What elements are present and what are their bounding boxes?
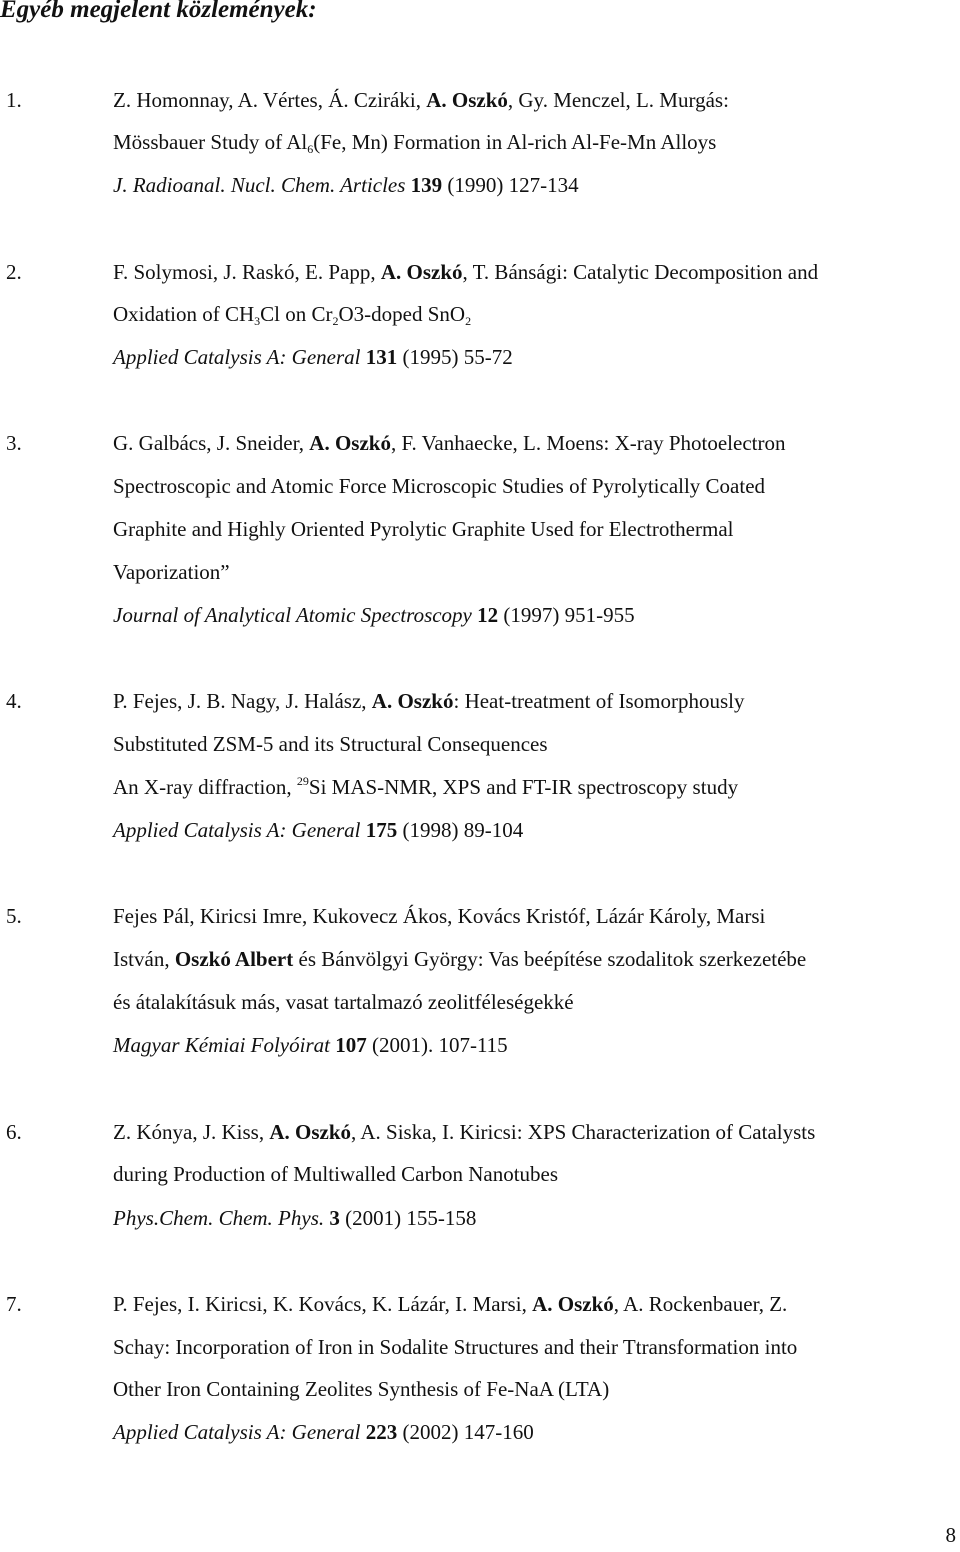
entry-title-line: Other Iron Containing Zeolites Synthesis of Fe-NaA (LTA): [113, 1377, 610, 1401]
entry-title-line: Graphite and Highly Oriented Pyrolytic Graphite Used for Electrothermal: [113, 517, 734, 541]
entry-title-line: Schay: Incorporation of Iron in Sodalite Structures and their Ttransformation into: [113, 1335, 798, 1359]
page-heading: Egyéb megjelent közlemények:: [0, 0, 317, 23]
entry-authors: Z. Kónya, J. Kiss, A. Oszkó, A. Siska, I. Kiricsi: XPS Characterization of Catalysts: [113, 1120, 816, 1144]
entry-authors: P. Fejes, I. Kiricsi, K. Kovács, K. Lázár, I. Marsi, A. Oszkó, A. Rockenbauer, Z.: [113, 1292, 788, 1316]
entry-title-line: Substituted ZSM-5 and its Structural Consequences: [113, 732, 548, 756]
entry-citation: Magyar Kémiai Folyóirat 107 (2001). 107-115: [113, 1033, 508, 1057]
entry-citation: Applied Catalysis A: General 223 (2002) 147-160: [113, 1420, 534, 1444]
entry-authors: P. Fejes, J. B. Nagy, J. Halász, A. Oszkó: Heat-treatment of Isomorphously: [113, 689, 745, 713]
entry-citation: Journal of Analytical Atomic Spectroscopy 12 (1997) 951-955: [113, 603, 635, 627]
entry-authors: F. Solymosi, J. Raskó, E. Papp, A. Oszkó, T. Bánsági: Catalytic Decomposition and: [113, 260, 819, 284]
entry-number: 7.: [6, 1292, 22, 1316]
entry-authors: István, Oszkó Albert és Bánvölgyi György: Vas beépítése szodalitok szerkezetébe: [113, 947, 807, 971]
entry-title-line: during Production of Multiwalled Carbon Nanotubes: [113, 1162, 559, 1186]
entry-title: Mössbauer Study of $Al_6(Fe$, Mn) Formation in Al-rich Al-Fe-Mn Alloys: [113, 130, 717, 156]
entry-citation: J. Radioanal. Nucl. Chem. Articles 139 (1990) 127-134: [113, 173, 579, 197]
entry-number: 5.: [6, 904, 22, 928]
entry-title-line: és átalakításuk más, vasat tartalmazó zeolitféleségekké: [113, 990, 574, 1014]
entry-title-line: An X-ray diffraction, $^{29}$Si MAS-NMR, XPS and FT-IR spectroscopy study: [113, 774, 739, 799]
entry-citation: Applied Catalysis A: General 131 (1995) 55-72: [113, 345, 513, 369]
entry-authors: G. Galbács, J. Sneider, A. Oszkó, F. Vanhaecke, L. Moens: X-ray Photoelectron: [113, 431, 786, 455]
entry-citation: Applied Catalysis A: General 175 (1998) 89-104: [113, 818, 524, 842]
entry-number: 2.: [6, 260, 22, 284]
entry-authors: Z. Homonnay, A. Vértes, Á. Cziráki, A. Oszkó, Gy. Menczel, L. Murgás:: [113, 88, 729, 112]
entry-number: 6.: [6, 1120, 22, 1144]
entry-title-line: Vaporization”: [113, 560, 230, 584]
entry-number: 3.: [6, 431, 22, 455]
entry-title-line: Spectroscopic and Atomic Force Microscopic Studies of Pyrolytically Coated: [113, 474, 766, 498]
entry-number: 1.: [6, 88, 22, 112]
page-number: 8: [945, 1523, 956, 1547]
entry-citation: Phys.Chem. Chem. Phys. 3 (2001) 155-158: [113, 1206, 477, 1230]
entry-number: 4.: [6, 689, 22, 713]
entry-title: Oxidation of $CH_3Cl$ on $Cr_2O3$-doped SnO$_2$: [113, 302, 472, 328]
entry-authors: Fejes Pál, Kiricsi Imre, Kukovecz Ákos, Kovács Kristóf, Lázár Károly, Marsi: [113, 904, 766, 928]
